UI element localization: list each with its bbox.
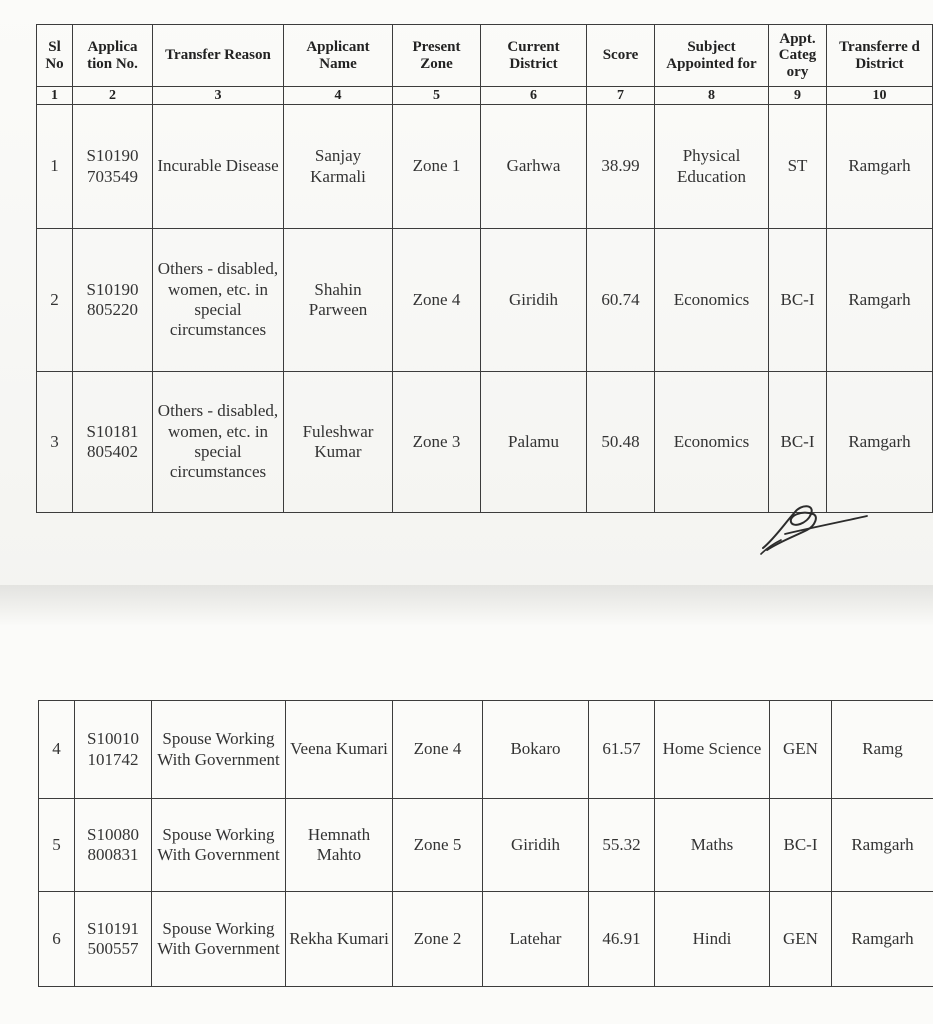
header-cell-transfer-reason: Transfer Reason xyxy=(153,25,284,87)
category-cell: BC-I xyxy=(769,229,827,372)
sl-no-cell: 1 xyxy=(37,105,73,229)
transfer-reason-cell: Spouse Working With Government xyxy=(152,701,286,799)
application-no-cell: S10080 800831 xyxy=(75,799,152,892)
score-cell: 50.48 xyxy=(587,372,655,513)
category-cell: ST xyxy=(769,105,827,229)
table-row xyxy=(37,229,933,372)
subject-cell: Economics xyxy=(655,229,769,372)
present-zone-cell: Zone 4 xyxy=(393,701,483,799)
transfer-reason-cell: Incurable Disease xyxy=(153,105,284,229)
column-number-row xyxy=(37,87,933,105)
transferred-district-cell: Ramgarh xyxy=(832,799,933,892)
category-cell: BC-I xyxy=(769,372,827,513)
transferred-district-cell: Ramg xyxy=(832,701,933,799)
score-cell: 46.91 xyxy=(589,892,655,987)
present-zone-cell: Zone 4 xyxy=(393,229,481,372)
column-number: 3 xyxy=(153,87,284,105)
transfer-table-page1 xyxy=(36,24,933,513)
table-row xyxy=(37,372,933,513)
column-number: 10 xyxy=(827,87,933,105)
category-cell: GEN xyxy=(770,701,832,799)
column-number: 5 xyxy=(393,87,481,105)
applicant-name-cell: Rekha Kumari xyxy=(286,892,393,987)
header-cell-present-zone: Present Zone xyxy=(393,25,481,87)
application-no-cell: S10181 805402 xyxy=(73,372,153,513)
current-district-cell: Giridih xyxy=(483,799,589,892)
applicant-name-cell: Fuleshwar Kumar xyxy=(284,372,393,513)
application-no-cell: S10191 500557 xyxy=(75,892,152,987)
current-district-cell: Palamu xyxy=(481,372,587,513)
subject-cell: Home Science xyxy=(655,701,770,799)
current-district-cell: Giridih xyxy=(481,229,587,372)
category-cell: GEN xyxy=(770,892,832,987)
application-no-cell: S10190 703549 xyxy=(73,105,153,229)
applicant-name-cell: Hemnath Mahto xyxy=(286,799,393,892)
current-district-cell: Bokaro xyxy=(483,701,589,799)
transfer-reason-cell: Spouse Working With Government xyxy=(152,799,286,892)
transferred-district-cell: Ramgarh xyxy=(827,229,933,372)
score-cell: 55.32 xyxy=(589,799,655,892)
table-row xyxy=(39,701,933,799)
transferred-district-cell: Ramgarh xyxy=(827,372,933,513)
current-district-cell: Garhwa xyxy=(481,105,587,229)
header-cell-transferred-district: Transferre d District xyxy=(827,25,933,87)
header-row xyxy=(37,25,933,87)
transferred-district-cell: Ramgarh xyxy=(827,105,933,229)
score-cell: 60.74 xyxy=(587,229,655,372)
application-no-cell: S10190 805220 xyxy=(73,229,153,372)
header-cell-category: Appt. Categ ory xyxy=(769,25,827,87)
subject-cell: Physical Education xyxy=(655,105,769,229)
header-cell-application-no: Applica tion No. xyxy=(73,25,153,87)
present-zone-cell: Zone 1 xyxy=(393,105,481,229)
transferred-district-cell: Ramgarh xyxy=(832,892,933,987)
category-cell: BC-I xyxy=(770,799,832,892)
sl-no-cell: 2 xyxy=(37,229,73,372)
applicant-name-cell: Veena Kumari xyxy=(286,701,393,799)
subject-cell: Hindi xyxy=(655,892,770,987)
transfer-reason-cell: Others - disabled, women, etc. in special circumstances xyxy=(153,372,284,513)
column-number: 4 xyxy=(284,87,393,105)
present-zone-cell: Zone 3 xyxy=(393,372,481,513)
transfer-reason-cell: Spouse Working With Government xyxy=(152,892,286,987)
application-no-cell: S10010 101742 xyxy=(75,701,152,799)
score-cell: 38.99 xyxy=(587,105,655,229)
signature-mark xyxy=(755,498,875,558)
page-gap xyxy=(0,585,933,625)
sl-no-cell: 3 xyxy=(37,372,73,513)
header-cell-current-district: Current District xyxy=(481,25,587,87)
subject-cell: Maths xyxy=(655,799,770,892)
header-cell-score: Score xyxy=(587,25,655,87)
column-number: 2 xyxy=(73,87,153,105)
column-number: 9 xyxy=(769,87,827,105)
sl-no-cell: 6 xyxy=(39,892,75,987)
sl-no-cell: 5 xyxy=(39,799,75,892)
table-row xyxy=(39,892,933,987)
table-row xyxy=(37,105,933,229)
transfer-reason-cell: Others - disabled, women, etc. in special circumstances xyxy=(153,229,284,372)
current-district-cell: Latehar xyxy=(483,892,589,987)
applicant-name-cell: Sanjay Karmali xyxy=(284,105,393,229)
column-number: 6 xyxy=(481,87,587,105)
present-zone-cell: Zone 5 xyxy=(393,799,483,892)
header-cell-applicant-name: Applicant Name xyxy=(284,25,393,87)
column-number: 8 xyxy=(655,87,769,105)
column-number: 7 xyxy=(587,87,655,105)
score-cell: 61.57 xyxy=(589,701,655,799)
subject-cell: Economics xyxy=(655,372,769,513)
transfer-table-page2 xyxy=(38,700,933,987)
column-number: 1 xyxy=(37,87,73,105)
table-row xyxy=(39,799,933,892)
header-cell-subject: Subject Appointed for xyxy=(655,25,769,87)
sl-no-cell: 4 xyxy=(39,701,75,799)
header-cell-sl-no: Sl No xyxy=(37,25,73,87)
present-zone-cell: Zone 2 xyxy=(393,892,483,987)
applicant-name-cell: Shahin Parween xyxy=(284,229,393,372)
